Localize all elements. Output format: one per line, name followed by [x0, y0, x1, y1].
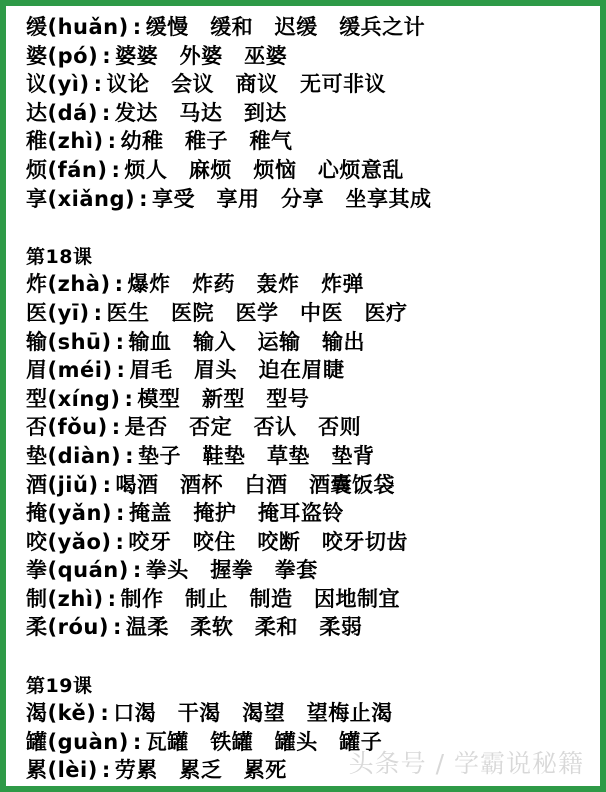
vocab-pinyin: pó: [57, 43, 89, 68]
vocab-words: 议论 会议 商议 无可非议: [106, 72, 387, 97]
vocab-pinyin: zhì: [57, 586, 94, 611]
vocab-char: 炸: [26, 272, 48, 297]
vocab-words: 拳头 握拳 拳套: [145, 558, 318, 583]
vocab-char: 否: [26, 415, 48, 440]
vocab-line: 累(lèi) : 劳累 累乏 累死: [26, 756, 596, 785]
vocab-pinyin: xíng: [57, 386, 111, 411]
vocab-words: 喝酒 酒杯 白酒 酒囊饭袋: [115, 472, 395, 497]
vocab-pinyin: zhà: [57, 272, 101, 297]
vocab-line: 议(yì) : 议论 会议 商议 无可非议: [26, 70, 596, 99]
vocab-words: 输血 输入 运输 输出: [128, 329, 366, 354]
vocab-char: 婆: [26, 43, 48, 68]
lesson-19-title: 第19课: [26, 674, 93, 697]
vocab-pinyin: yī: [57, 300, 80, 325]
vocab-words: 享受 享用 分享 坐享其成: [152, 186, 432, 211]
vocab-line: 炸(zhà) : 爆炸 炸药 轰炸 炸弹: [26, 270, 596, 299]
vocab-words: 垫子 鞋垫 草垫 垫背: [137, 443, 375, 468]
vocab-words: 是否 否定 否认 否则: [124, 415, 362, 440]
vocab-char: 缓: [26, 15, 48, 39]
vocab-pinyin: xiǎng: [57, 186, 126, 211]
vocab-line: 咬(yǎo) : 咬牙 咬住 咬断 咬牙切齿: [26, 528, 596, 557]
vocab-pinyin: jiǔ: [57, 472, 89, 497]
vocab-line: 输(shū) : 输血 输入 运输 输出: [26, 328, 596, 357]
vocab-pinyin: lèi: [57, 758, 88, 783]
vocab-words: 爆炸 炸药 轰炸 炸弹: [127, 272, 364, 297]
spacer: [26, 213, 596, 242]
lesson-18-title: 第18课: [26, 245, 93, 268]
vocab-words: 口渴 干渴 渴望 望梅止渴: [113, 701, 393, 726]
vocab-line: 酒(jiǔ) : 喝酒 酒杯 白酒 酒囊饭袋: [26, 471, 596, 500]
vocab-char: 议: [26, 72, 48, 97]
vocab-words: 发达 马达 到达: [114, 100, 287, 125]
vocab-line: 垫(diàn) : 垫子 鞋垫 草垫 垫背: [26, 442, 596, 471]
vocab-char: 酒: [26, 472, 48, 497]
watermark: 头条号 / 学霸说秘籍: [348, 749, 584, 778]
vocab-list: [26, 13, 596, 785]
vocab-char: 型: [26, 386, 48, 411]
vocab-pinyin: huǎn: [57, 15, 119, 39]
vocab-line: 罐(guàn) : 瓦罐 铁罐 罐头 罐子: [26, 728, 596, 757]
vocab-pinyin: méi: [57, 358, 103, 383]
vocab-char: 享: [26, 186, 48, 211]
vocab-line: 柔(róu) : 温柔 柔软 柔和 柔弱: [26, 613, 596, 642]
vocab-line: 否(fǒu) : 是否 否定 否认 否则: [26, 413, 596, 442]
vocab-words: 瓦罐 铁罐 罐头 罐子: [145, 729, 383, 754]
vocab-char: 输: [26, 329, 48, 354]
vocab-char: 累: [26, 758, 48, 783]
vocab-char: 罐: [26, 729, 48, 754]
vocab-line: 达(dá) : 发达 马达 到达: [26, 99, 596, 128]
vocab-pinyin: róu: [57, 615, 99, 640]
vocab-line: 眉(méi) : 眉毛 眉头 迫在眉睫: [26, 356, 596, 385]
vocab-line: 型(xíng) : 模型 新型 型号: [26, 385, 596, 414]
vocab-words: 眉毛 眉头 迫在眉睫: [129, 358, 345, 383]
vocab-line: 医(yī) : 医生 医院 医学 中医 医疗: [26, 299, 596, 328]
vocab-pinyin: yǎo: [57, 529, 102, 554]
vocab-pinyin: yǎn: [57, 501, 102, 526]
vocab-words: 烦人 麻烦 烦恼 心烦意乱: [124, 157, 404, 182]
vocab-char: 医: [26, 300, 48, 325]
vocab-pinyin: quán: [57, 558, 119, 583]
vocab-char: 渴: [26, 701, 48, 726]
vocab-pinyin: yì: [57, 72, 80, 97]
vocab-line: 渴(kě) : 口渴 干渴 渴望 望梅止渴: [26, 699, 596, 728]
spacer: [26, 642, 596, 671]
vocab-char: 制: [26, 586, 48, 611]
vocab-line: 婆(pó) : 婆婆 外婆 巫婆: [26, 42, 596, 71]
vocab-words: 制作 制止 制造 因地制宜: [120, 586, 400, 611]
vocab-line: 稚(zhì) : 幼稚 稚子 稚气: [26, 127, 596, 156]
vocab-pinyin: guàn: [57, 729, 119, 754]
vocab-pinyin: kě: [57, 701, 87, 726]
vocab-line: 制(zhì) : 制作 制止 制造 因地制宜: [26, 585, 596, 614]
vocab-pinyin: shū: [57, 329, 102, 354]
vocab-words: 缓慢 缓和 迟缓 缓兵之计: [145, 15, 426, 39]
vocab-words: 模型 新型 型号: [137, 386, 310, 411]
vocab-char: 烦: [26, 157, 48, 182]
vocab-pinyin: zhì: [57, 129, 94, 154]
vocab-char: 咬: [26, 529, 48, 554]
vocab-words: 婆婆 外婆 巫婆: [115, 43, 288, 68]
vocab-line: 拳(quán) : 拳头 握拳 拳套: [26, 556, 596, 585]
vocab-char: 垫: [26, 443, 48, 468]
vocab-line: 享(xiǎng) : 享受 享用 分享 坐享其成: [26, 185, 596, 214]
vocab-words: 劳累 累乏 累死: [114, 758, 287, 783]
vocab-line: 缓(huǎn) : 缓慢 缓和 迟缓 缓兵之计: [26, 13, 596, 42]
vocab-line: 烦(fán) : 烦人 麻烦 烦恼 心烦意乱: [26, 156, 596, 185]
vocab-char: 眉: [26, 358, 48, 383]
vocab-words: 咬牙 咬住 咬断 咬牙切齿: [128, 529, 408, 554]
vocab-pinyin: diàn: [57, 443, 111, 468]
vocab-char: 拳: [26, 558, 48, 583]
vocab-pinyin: dá: [57, 100, 88, 125]
vocab-char: 柔: [26, 615, 48, 640]
vocab-char: 稚: [26, 129, 48, 154]
vocab-line: 掩(yǎn) : 掩盖 掩护 掩耳盗铃: [26, 499, 596, 528]
vocab-words: 温柔 柔软 柔和 柔弱: [125, 615, 363, 640]
vocab-words: 医生 医院 医学 中医 医疗: [106, 300, 408, 325]
vocab-char: 达: [26, 100, 48, 125]
vocab-pinyin: fán: [57, 157, 98, 182]
vocab-words: 掩盖 掩护 掩耳盗铃: [128, 501, 344, 526]
vocab-char: 掩: [26, 501, 48, 526]
vocab-pinyin: fǒu: [57, 415, 98, 440]
vocab-words: 幼稚 稚子 稚气: [120, 129, 293, 154]
